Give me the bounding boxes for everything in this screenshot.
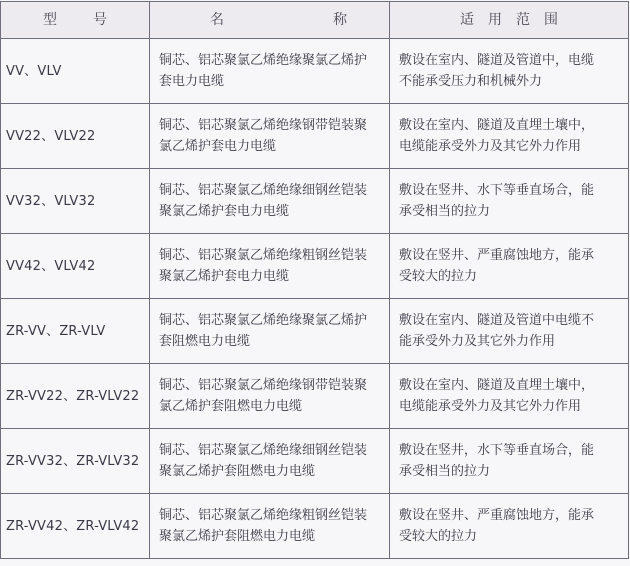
header-use-char: 范 [516,11,530,28]
model-cell: VV、VLV [1,39,150,104]
header-model-char: 型 [43,11,57,28]
use-line: 敷设在室内、隧道及管道中电缆不 [399,313,595,328]
table-row [1,104,629,169]
use-cell [390,429,629,494]
name-line: 套电力电缆 [159,74,225,89]
use-cell [390,494,629,559]
use-line: 敷设在竖井、水下等垂直场合，能 [399,183,595,198]
name-line: 铜芯、铝芯聚氯乙烯绝缘聚氯乙烯护 [159,313,368,328]
use-line: 能承受外力及其它外力作用 [399,334,556,349]
use-cell [390,234,629,299]
use-cell [390,299,629,364]
use-line: 敷设在室内、隧道及直埋土壤中， [399,118,595,133]
name-line: 铜芯、铝芯聚氯乙烯绝缘钢带铠装聚 [159,378,368,393]
table-row [1,39,629,104]
header-name-char: 称 [333,11,347,28]
use-line: 受较大的拉力 [399,269,478,284]
use-cell [390,104,629,169]
model-cell: VV32、VLV32 [1,169,150,234]
table-row [1,299,629,364]
header-model-char: 号 [93,11,107,28]
name-line: 聚氯乙烯护套电力电缆 [159,204,290,219]
table-row [1,169,629,234]
use-line: 承受相当的拉力 [399,204,491,219]
model-cell: ZR-VV22、ZR-VLV22 [1,364,150,429]
name-line: 套阻燃电力电缆 [159,334,251,349]
name-line: 铜芯、铝芯聚氯乙烯绝缘钢带铠装聚 [159,118,368,133]
model-cell: ZR-VV32、ZR-VLV32 [1,429,150,494]
header-use-char: 适 [460,11,474,28]
header-name-char: 名 [210,11,224,28]
name-line: 聚氯乙烯护套阻燃电力电缆 [159,464,316,479]
model-cell: ZR-VV42、ZR-VLV42 [1,494,150,559]
use-line: 不能承受压力和机械外力 [399,74,543,89]
use-line: 受较大的拉力 [399,529,478,544]
use-line: 敷设在室内、隧道及直埋土壤中， [399,378,595,393]
name-cell [150,429,390,494]
cable-spec-table [0,1,629,559]
name-cell [150,104,390,169]
use-cell [390,169,629,234]
table-row [1,429,629,494]
name-line: 铜芯、铝芯聚氯乙烯绝缘粗钢丝铠装 [159,508,368,523]
use-line: 敷设在竖井、严重腐蚀地方，能承 [399,248,595,263]
name-cell [150,234,390,299]
use-line: 电缆能承受外力及其它外力作用 [399,139,582,154]
model-cell: VV22、VLV22 [1,104,150,169]
header-use-char: 用 [488,11,502,28]
model-cell: ZR-VV、ZR-VLV [1,299,150,364]
name-line: 氯乙烯护套电力电缆 [159,139,277,154]
name-cell [150,39,390,104]
use-line: 承受相当的拉力 [399,464,491,479]
model-cell: VV42、VLV42 [1,234,150,299]
name-line: 铜芯、铝芯聚氯乙烯绝缘细钢丝铠装 [159,183,368,198]
use-line: 敷设在室内、隧道及管道中，电缆 [399,53,595,68]
table-row [1,494,629,559]
name-cell [150,169,390,234]
name-line: 铜芯、铝芯聚氯乙烯绝缘细钢丝铠装 [159,443,368,458]
use-line: 敷设在竖井，水下等垂直场合，能 [399,443,595,458]
table-row [1,364,629,429]
header-name [150,2,390,39]
name-line: 聚氯乙烯护套电力电缆 [159,269,290,284]
name-cell [150,299,390,364]
use-line: 敷设在竖井、严重腐蚀地方，能承 [399,508,595,523]
header-use [390,2,629,39]
header-model [1,2,150,39]
name-cell [150,364,390,429]
table-header-row [1,2,629,39]
table-row [1,234,629,299]
name-line: 氯乙烯护套阻燃电力电缆 [159,399,303,414]
use-line: 电缆能承受外力及其它外力作用 [399,399,582,414]
use-cell [390,364,629,429]
name-line: 铜芯、铝芯聚氯乙烯绝缘粗钢丝铠装 [159,248,368,263]
use-cell [390,39,629,104]
name-cell [150,494,390,559]
name-line: 聚氯乙烯护套阻燃电力电缆 [159,529,316,544]
header-use-char: 围 [544,11,558,28]
name-line: 铜芯、铝芯聚氯乙烯绝缘聚氯乙烯护 [159,53,368,68]
